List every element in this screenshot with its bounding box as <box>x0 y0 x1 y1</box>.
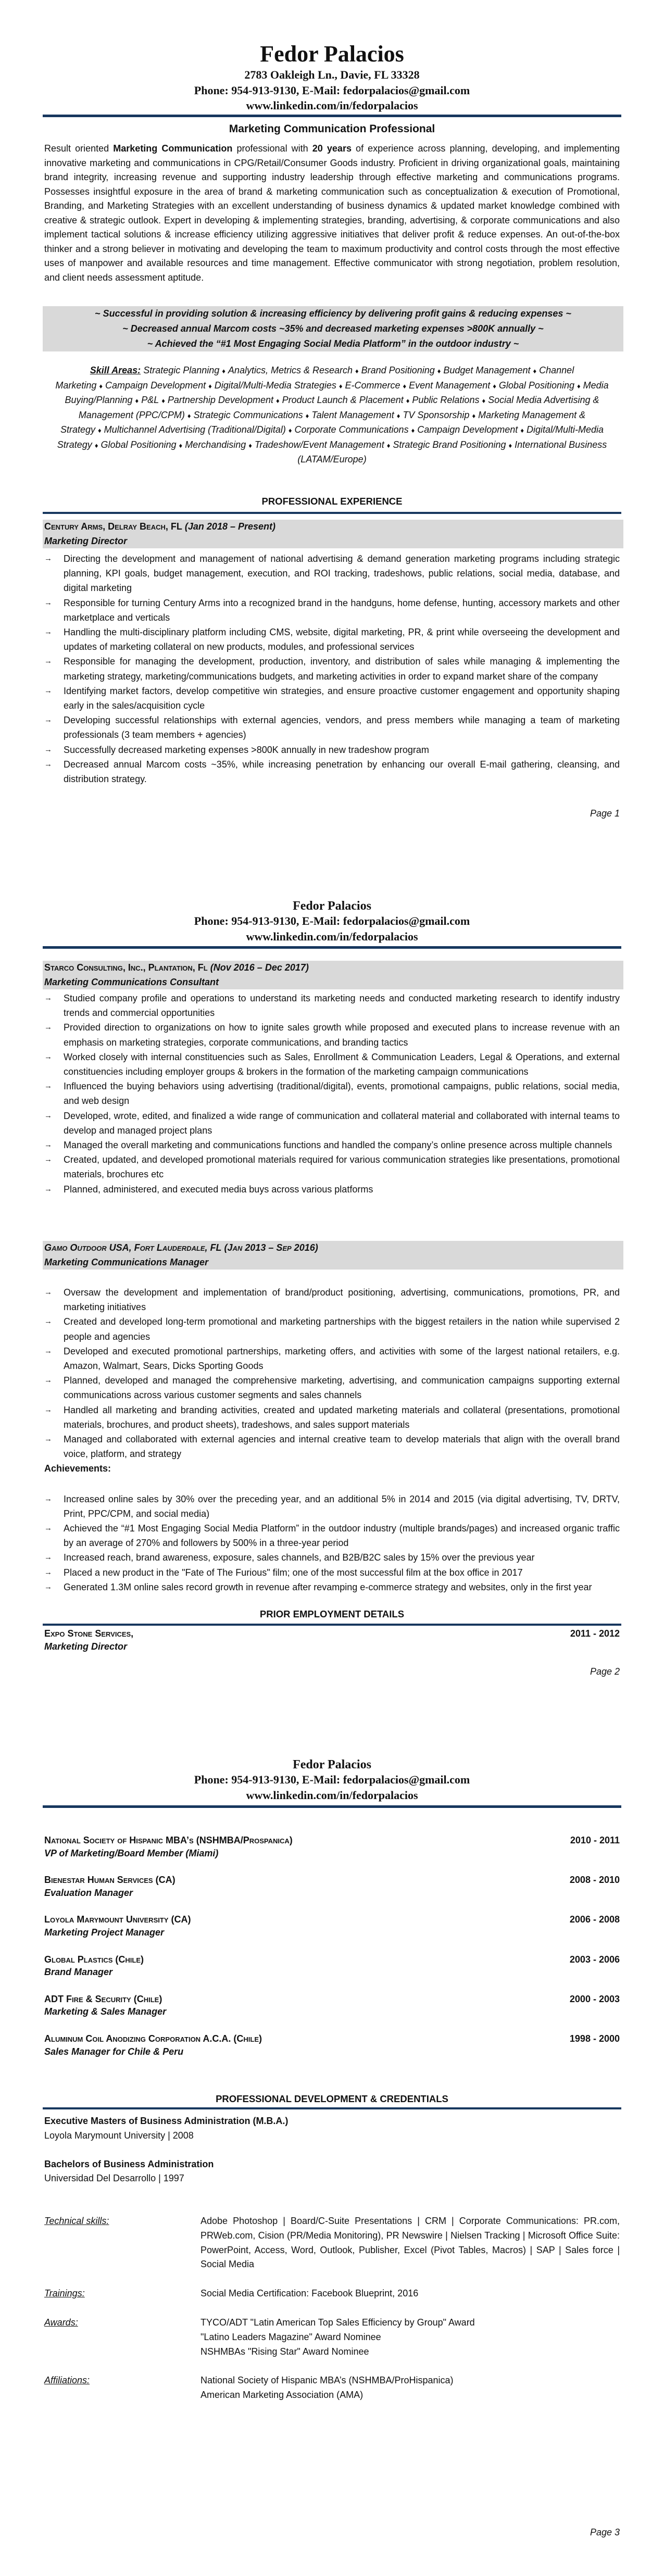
bullet-item <box>44 1580 620 1594</box>
arrow-bullet-icon: → <box>44 1346 52 1355</box>
entry-role: Marketing Director <box>44 1641 128 1652</box>
skill-item: Brand Positioning <box>361 365 435 375</box>
entry-dates: 2006 - 2008 <box>569 1914 620 1925</box>
entry-dates: 1998 - 2000 <box>569 2033 620 2044</box>
diamond-separator-icon: ♦ <box>520 426 524 434</box>
detail-line: Adobe Photoshop | Board/C-Suite Presentations | CRM | Corporate Communications: PR.com, PRWeb.com, Cision (PR/Media Monitoring), PR Newswire | Nielsen Tracking | Microsoft Office Suite: PowerPoint, Access, Word, Outlook, Publisher, Excel (Pivot Tables, Macros) | SAP | Sales force | Social Media <box>201 2216 620 2270</box>
resume-header-continued <box>44 1757 620 1803</box>
arrow-bullet-icon: → <box>44 1023 52 1032</box>
bullet-text: Successfully decreased marketing expenses >800K annually in new tradeshow program <box>64 744 429 755</box>
summary-emphasis: Marketing Communication <box>113 143 233 154</box>
bullet-item <box>44 1373 620 1402</box>
bullet-item <box>44 625 620 654</box>
prior-employment-list <box>44 1833 620 2071</box>
section-rule <box>43 512 621 514</box>
diamond-separator-icon: ♦ <box>386 441 391 449</box>
detail-label: Trainings: <box>44 2288 85 2299</box>
skill-item: Talent Management <box>311 409 394 420</box>
bullet-text: Developing successful relationships with external agencies, vendors, and press members while managing a team of marketing professionals (3 team members + agencies) <box>64 715 620 740</box>
job-dates: (Nov 2016 – Dec 2017) <box>210 962 309 973</box>
bullet-item <box>44 1521 620 1550</box>
responsibility-list <box>44 551 620 786</box>
skill-item: Merchandising <box>185 439 246 450</box>
entry-dates: 2003 - 2006 <box>569 1954 620 1965</box>
bullet-item <box>44 1550 620 1565</box>
arrow-bullet-icon: → <box>44 715 52 725</box>
detail-row <box>44 2214 620 2272</box>
diamond-separator-icon: ♦ <box>208 382 212 390</box>
diamond-separator-icon: ♦ <box>288 426 292 434</box>
bullet-text: Provided direction to organizations on how to ignite sales growth while proposed and executed plans to increase revenue with an emphasis on marketing strategies, corporate communications, and branding tactics <box>64 1022 620 1048</box>
prior-entry <box>44 2032 620 2057</box>
bullet-item <box>44 654 620 683</box>
diamond-separator-icon: ♦ <box>179 441 183 449</box>
page-number: Page 2 <box>590 1666 620 1677</box>
prior-entry <box>44 1953 620 1978</box>
arrow-bullet-icon: → <box>44 759 52 769</box>
bullet-item <box>44 1285 620 1314</box>
job-dates: (Jan 2018 – Present) <box>184 521 275 532</box>
header-rule <box>43 1805 621 1808</box>
diamond-separator-icon: ♦ <box>99 382 103 390</box>
arrow-bullet-icon: → <box>44 1317 52 1326</box>
degree-school: Loyola Marymount University | 2008 <box>44 2130 194 2141</box>
job-role: Marketing Communications Manager <box>44 1256 209 1267</box>
section-heading-prior: PRIOR EMPLOYMENT DETAILS <box>259 1609 405 1619</box>
prior-entry-header <box>44 1833 620 1848</box>
detail-row <box>44 2286 620 2301</box>
diamond-separator-icon: ♦ <box>533 367 537 375</box>
section-heading-experience: PROFESSIONAL EXPERIENCE <box>261 496 403 507</box>
arrow-bullet-icon: → <box>44 1376 52 1385</box>
job-header <box>43 961 623 989</box>
arrow-bullet-icon: → <box>44 598 52 607</box>
arrow-bullet-icon: → <box>44 1435 52 1444</box>
bullet-text: Placed a new product in the "Fate of The Furious" film; one of the most successful film at the box office in 2017 <box>64 1567 523 1578</box>
diamond-separator-icon: ♦ <box>493 382 496 390</box>
responsibility-list <box>44 1285 620 1461</box>
page-number: Page 1 <box>590 808 620 819</box>
bullet-item <box>44 551 620 596</box>
bullet-text: Developed and executed promotional partnerships, marketing offers, and activities with some of the largest national retailers, e.g. Amazon, Walmart, Sears, Dicks Sporting Goods <box>64 1346 620 1372</box>
bullet-item <box>44 1314 620 1343</box>
entry-role: Brand Manager <box>44 1967 113 1978</box>
company-name: Bienestar Human Services (CA) <box>44 1875 176 1886</box>
skill-item: Marketing Management & Strategy <box>60 409 586 435</box>
detail-line: Social Media Certification: Facebook Blueprint, 2016 <box>201 2288 419 2299</box>
skill-item: Channel Marketing <box>55 365 574 391</box>
arrow-bullet-icon: → <box>44 1494 52 1503</box>
prior-employment-list <box>44 1627 620 1666</box>
arrow-bullet-icon: → <box>44 994 52 1002</box>
skill-item: Digital/Multi-Media Strategy <box>57 424 604 450</box>
job-header <box>43 520 623 548</box>
skill-item: Strategic Communications <box>193 409 303 420</box>
skill-item: E-Commerce <box>345 380 400 391</box>
bullet-item <box>44 1079 620 1108</box>
company-name: Aluminum Coil Anodizing Corporation A.C.A. (Chile) <box>44 2033 262 2044</box>
education-list <box>44 2114 620 2200</box>
diamond-separator-icon: ♦ <box>437 367 441 375</box>
diamond-separator-icon: ♦ <box>482 397 486 405</box>
bullet-text: Managed the overall marketing and communications functions and handled the company’s online presence across multiple channels <box>64 1140 612 1151</box>
detail-row <box>44 2373 620 2403</box>
arrow-bullet-icon: → <box>44 657 52 666</box>
skill-item: Event Management <box>409 380 491 391</box>
arrow-bullet-icon: → <box>44 1288 52 1297</box>
prior-entry-header <box>44 2032 620 2046</box>
bullet-text: Handled all marketing and branding activities, created and updated marketing materials and collateral (presentations, promotional materials, brochures, and product sheets), tradeshows, and sales support materials <box>64 1404 620 1430</box>
summary-text: Result oriented <box>44 143 114 154</box>
diamond-separator-icon: ♦ <box>98 426 102 434</box>
detail-row <box>44 2316 620 2359</box>
arrow-bullet-icon: → <box>44 1111 52 1120</box>
bullet-item <box>44 1050 620 1079</box>
arrow-bullet-icon: → <box>44 554 52 563</box>
detail-label: Affiliations: <box>44 2375 90 2386</box>
bullet-item <box>44 757 620 786</box>
prior-entry-header <box>44 1992 620 2007</box>
company-name: Century Arms, Delray Beach, FL <box>44 521 182 532</box>
arrow-bullet-icon: → <box>44 1567 52 1577</box>
job-starco-consulting <box>44 961 620 1197</box>
professional-title: Marketing Communication Professional <box>229 123 435 135</box>
detail-body <box>201 2316 620 2359</box>
job-gamo-outdoor <box>44 1241 620 1594</box>
bullet-item <box>44 1344 620 1373</box>
bullet-item <box>44 1109 620 1138</box>
prior-entry-header <box>44 1953 620 1967</box>
skill-item: P&L <box>141 395 159 405</box>
credential-details <box>44 2214 620 2417</box>
bullet-item <box>44 1565 620 1580</box>
arrow-bullet-icon: → <box>44 1140 52 1150</box>
skill-item: Digital/Multi-Media Strategies <box>214 380 336 391</box>
bullet-text: Planned, developed and managed the comprehensive marketing, advertising, and communication campaigns supporting external communications across various customer segments and sales channels <box>64 1375 620 1401</box>
prior-entry <box>44 1913 620 1938</box>
skill-item: International Business (LATAM/Europe) <box>297 439 607 464</box>
section-heading-credentials: PROFESSIONAL DEVELOPMENT & CREDENTIALS <box>216 2093 448 2104</box>
degree-name: Bachelors of Business Administration <box>44 2158 214 2169</box>
section-rule <box>43 2107 621 2109</box>
bullet-text: Responsible for managing the development, production, inventory, and distribution of sales while managing & implementing the marketing strategy, marketing/communications budgets, and marketing activities in order to expand market share of the company <box>64 656 620 682</box>
diamond-separator-icon: ♦ <box>411 426 415 434</box>
prior-entry <box>44 1833 620 1859</box>
diamond-separator-icon: ♦ <box>135 397 139 405</box>
summary-emphasis: 20 years <box>312 143 352 154</box>
bullet-item <box>44 713 620 742</box>
skill-item: Tradeshow/Event Management <box>254 439 384 450</box>
prior-entry-header <box>44 1627 620 1641</box>
bullet-item <box>44 1020 620 1049</box>
job-company-line <box>44 520 623 534</box>
diamond-separator-icon: ♦ <box>396 411 400 420</box>
achievement-list <box>44 1492 620 1594</box>
job-company-line <box>44 1241 623 1255</box>
entry-role: Sales Manager for Chile & Peru <box>44 2046 184 2057</box>
detail-body <box>201 2373 620 2403</box>
entry-role: VP of Marketing/Board Member (Miami) <box>44 1848 219 1858</box>
highlight-line: ~ Decreased annual Marcom costs ~35% and decreased marketing expenses >800K annually ~ <box>122 323 544 334</box>
bullet-text: Increased reach, brand awareness, exposure, sales channels, and B2B/B2C sales by 15% over the previous year <box>64 1552 535 1563</box>
bullet-text: Increased online sales by 30% over the preceding year, and an additional 5% in 2014 and 2015 (via digital advertising, TV, DRTV, Print, PPC/CPM, and social media) <box>64 1493 620 1519</box>
diamond-separator-icon: ♦ <box>508 441 512 449</box>
skill-item: Corporate Communications <box>294 424 409 435</box>
bullet-item <box>44 1432 620 1461</box>
arrow-bullet-icon: → <box>44 1052 52 1061</box>
skill-areas-label: Skill Areas: <box>90 365 141 375</box>
skill-item: Strategic Planning <box>143 365 220 375</box>
diamond-separator-icon: ♦ <box>222 367 225 375</box>
detail-line: National Society of Hispanic MBA’s (NSHMBA/ProHispanica) <box>201 2375 454 2386</box>
bullet-text: Responsible for turning Century Arms into a recognized brand in the handguns, home defense, hunting, accessory markets and other marketplace and verticals <box>64 597 620 623</box>
arrow-bullet-icon: → <box>44 1582 52 1591</box>
diamond-separator-icon: ♦ <box>187 411 191 420</box>
diamond-separator-icon: ♦ <box>275 397 280 405</box>
diamond-separator-icon: ♦ <box>339 382 343 390</box>
bullet-text: Handling the multi-disciplinary platform including CMS, website, digital marketing, PR, & print while overseeing the development and updates of marketing collateral on new products, modules, and professional services <box>64 627 620 652</box>
entry-dates: 2000 - 2003 <box>569 1993 620 2004</box>
skill-item: Budget Management <box>443 365 531 375</box>
entry-role: Marketing & Sales Manager <box>44 2006 167 2017</box>
linkedin-url: www.linkedin.com/in/fedorpalacios <box>246 929 418 943</box>
bullet-text: Created and developed long-term promotional and marketing partnerships with the biggest retailers in the nation while supervised 2 people and agencies <box>64 1316 620 1342</box>
bullet-text: Identifying market factors, develop competitive win strategies, and ensure proactive customer engagement and opportunity shaping early in the sales/acquisition cycle <box>64 685 620 711</box>
contact-line: Phone: 954-913-9130, E-Mail: fedorpalacios@gmail.com <box>194 83 470 97</box>
prior-entry-header <box>44 1873 620 1888</box>
arrow-bullet-icon: → <box>44 1184 52 1193</box>
header-rule <box>43 115 621 117</box>
skill-item: Partnership Development <box>167 395 273 405</box>
company-name: ADT Fire & Security (Chile) <box>44 1993 162 2004</box>
diamond-separator-icon: ♦ <box>355 367 359 375</box>
skill-item: Public Relations <box>412 395 480 405</box>
summary-text: of experience across planning, developing, and implementing innovative marketing and communications in CPG/Retail/Consumer Goods industry. Proficient in driving organizational goals, maintaining brand integrity, increasing revenue and supporting industry leadership through effective marketing and communications programs. Possesses insightful exposure in the area of brand & marketing communication such as conceptualization & execution of Promotional, Branding, and Marketing Strategies with an excellent understanding of business dynamics & updated market knowledge combined with creative & strategic outlook. Expert in developing & implementing strategies, branding, advertising, & corporate communications and also implement tactical solutions & increase efficiency utilizing aggressive initiatives that deliver profit & reduce expenses. An out-of-the-box thinker and a strong believer in motivating and developing the team to maximum productivity and control costs through the most effective uses of manpower and available resources and time management. Effective communicator with strong negotiation, problem resolution, and client needs assessment aptitude. <box>44 143 620 283</box>
job-company-line <box>44 961 623 975</box>
candidate-name: Fedor Palacios <box>293 1758 371 1771</box>
diamond-separator-icon: ♦ <box>577 382 581 390</box>
summary-text: professional with <box>232 143 312 154</box>
summary-paragraph <box>44 142 620 285</box>
diamond-separator-icon: ♦ <box>305 411 309 420</box>
bullet-text: Studied company profile and operations to understand its marketing needs and conducted marketing research to identify industry trends and commercial opportunities <box>64 993 620 1019</box>
company-name: Gamo Outdoor USA, Fort Lauderdale, FL <box>44 1242 222 1253</box>
skill-item: Product Launch & Placement <box>282 395 404 405</box>
responsibility-list <box>44 991 620 1197</box>
detail-body <box>201 2286 620 2301</box>
resume-header <box>44 41 620 114</box>
company-name: Loyola Marymount University (CA) <box>44 1914 191 1925</box>
skill-item: Multichannel Advertising (Traditional/Digital) <box>104 424 286 435</box>
skill-item: Media Buying/Planning <box>65 380 609 405</box>
company-name: Starco Consulting, Inc., Plantation, Fl <box>44 962 208 973</box>
bullet-text: Directing the development and management of national advertising & demand generation marketing programs including strategic planning, KPI goals, budget management, execution, and ROI tracking, tradeshows, public relations, social media, database, and digital marketing <box>64 554 620 594</box>
achievements-label: Achievements: <box>44 1463 111 1474</box>
job-role: Marketing Communications Consultant <box>44 976 219 987</box>
arrow-bullet-icon: → <box>44 1405 52 1414</box>
detail-label: Awards: <box>44 2317 78 2328</box>
job-role: Marketing Director <box>44 535 128 546</box>
detail-line: American Marketing Association (AMA) <box>201 2390 364 2401</box>
detail-line: NSHMBAs "Rising Star" Award Nominee <box>201 2346 369 2357</box>
company-name: Global Plastics (Chile) <box>44 1954 144 1965</box>
bullet-item <box>44 1182 620 1197</box>
degree-name: Executive Masters of Business Administration (M.B.A.) <box>44 2116 289 2126</box>
bullet-text: Created, updated, and developed promotional materials required for various communication strategies like presentations, promotional materials, brochures etc <box>64 1154 620 1180</box>
skill-item: TV Sponsorship <box>403 409 470 420</box>
prior-entry <box>44 1992 620 2018</box>
bullet-text: Planned, administered, and executed media buys across various platforms <box>64 1184 373 1195</box>
bullet-item <box>44 1492 620 1521</box>
entry-dates: 2011 - 2012 <box>570 1628 620 1639</box>
job-header <box>43 1241 623 1270</box>
company-name: Expo Stone Services, <box>44 1628 134 1639</box>
bullet-text: Decreased annual Marcom costs ~35%, while increasing penetration by enhancing our overall E-mail gathering, cleansing, and distribution strategy. <box>64 759 620 785</box>
bullet-item <box>44 1138 620 1152</box>
bullet-item <box>44 1152 620 1182</box>
bullet-text: Achieved the “#1 Most Engaging Social Media Platform” in the outdoor industry (multiple brands/pages) and increased organic traffic by an average of 270% and followers by 500% in a three-year period <box>64 1523 620 1549</box>
header-rule <box>43 946 621 949</box>
detail-label: Technical skills: <box>44 2216 109 2226</box>
bullet-text: Managed and collaborated with external agencies and internal creative team to develop materials that align with the overall brand voice, platform, and strategy <box>64 1434 620 1460</box>
diamond-separator-icon: ♦ <box>403 382 407 390</box>
diamond-separator-icon: ♦ <box>248 441 252 449</box>
detail-line: TYCO/ADT "Latin American Top Sales Efficiency by Group" Award <box>201 2317 475 2328</box>
detail-line: "Latino Leaders Magazine" Award Nominee <box>201 2331 381 2342</box>
entry-role: Evaluation Manager <box>44 1887 133 1898</box>
entry-role: Marketing Project Manager <box>44 1927 165 1938</box>
linkedin-url: www.linkedin.com/in/fedorpalacios <box>246 1788 418 1802</box>
section-rule <box>43 1624 621 1626</box>
highlight-line: ~ Achieved the “#1 Most Engaging Social Media Platform” in the outdoor industry ~ <box>147 338 519 349</box>
diamond-separator-icon: ♦ <box>472 411 476 420</box>
prior-entry-header <box>44 1913 620 1927</box>
diamond-separator-icon: ♦ <box>94 441 98 449</box>
highlight-line: ~ Successful in providing solution & increasing efficiency by delivering profit gains & reducing expenses ~ <box>95 308 571 319</box>
prior-entry <box>44 1627 620 1652</box>
diamond-separator-icon: ♦ <box>161 397 165 405</box>
arrow-bullet-icon: → <box>44 1553 52 1562</box>
bullet-item <box>44 743 620 757</box>
diamond-separator-icon: ♦ <box>406 397 410 405</box>
contact-line: Phone: 954-913-9130, E-Mail: fedorpalacios@gmail.com <box>194 914 470 927</box>
bullet-item <box>44 991 620 1020</box>
contact-line: Phone: 954-913-9130, E-Mail: fedorpalacios@gmail.com <box>194 1773 470 1786</box>
skill-item: Global Positioning <box>498 380 574 391</box>
arrow-bullet-icon: → <box>44 1524 52 1533</box>
bullet-text: Worked closely with internal constituencies such as Sales, Enrollment & Communication Leaders, Legal & Operations, and external constituencies including employer groups & brokers in the formation of the marketing campaign communications <box>64 1051 620 1077</box>
prior-entry <box>44 1873 620 1899</box>
arrow-bullet-icon: → <box>44 627 52 637</box>
bullet-item <box>44 684 620 713</box>
bullet-text: Influenced the buying behaviors using advertising (traditional/digital), events, promotional campaigns, public relations, social media, and web design <box>64 1081 620 1107</box>
linkedin-url: www.linkedin.com/in/fedorpalacios <box>246 99 418 112</box>
job-century-arms <box>44 520 620 786</box>
entry-dates: 2008 - 2010 <box>569 1875 620 1886</box>
arrow-bullet-icon: → <box>44 1155 52 1164</box>
highlights-box <box>43 306 623 351</box>
arrow-bullet-icon: → <box>44 1082 52 1091</box>
degree-school: Universidad Del Desarrollo | 1997 <box>44 2173 184 2183</box>
skill-item: Global Positioning <box>101 439 177 450</box>
company-name: National Society of Hispanic MBA’s (NSHMBA/Prospanica) <box>44 1835 293 1845</box>
bullet-text: Generated 1.3M online sales record growth in revenue after revamping e-commerce strategy and websites, only in the first year <box>64 1581 592 1592</box>
resume-header-continued <box>44 899 620 944</box>
candidate-name: Fedor Palacios <box>293 899 371 913</box>
skill-item: Campaign Development <box>417 424 518 435</box>
entry-dates: 2010 - 2011 <box>570 1835 620 1845</box>
address: 2783 Oakleigh Ln., Davie, FL 33328 <box>244 68 420 81</box>
skill-areas <box>44 363 620 467</box>
bullet-item <box>44 1403 620 1432</box>
bullet-text: Developed, wrote, edited, and finalized a wide range of communication and collateral material and collaborated with internal teams to develop and managed project plans <box>64 1110 620 1136</box>
bullet-text: Oversaw the development and implementation of brand/product positioning, advertising, communications, promotions, PR, and marketing initiatives <box>64 1287 620 1313</box>
skill-item: Strategic Brand Positioning <box>393 439 506 450</box>
page-number: Page 3 <box>590 2527 620 2537</box>
arrow-bullet-icon: → <box>44 686 52 695</box>
arrow-bullet-icon: → <box>44 745 52 754</box>
detail-body <box>201 2214 620 2272</box>
skill-item: Campaign Development <box>105 380 206 391</box>
job-dates: (Jan 2013 – Sep 2016) <box>224 1242 318 1253</box>
skill-item: Analytics, Metrics & Research <box>228 365 353 375</box>
skill-item: Social Media Advertising & Management (PPC/CPM) <box>78 395 599 420</box>
candidate-name: Fedor Palacios <box>260 41 404 67</box>
bullet-item <box>44 596 620 625</box>
